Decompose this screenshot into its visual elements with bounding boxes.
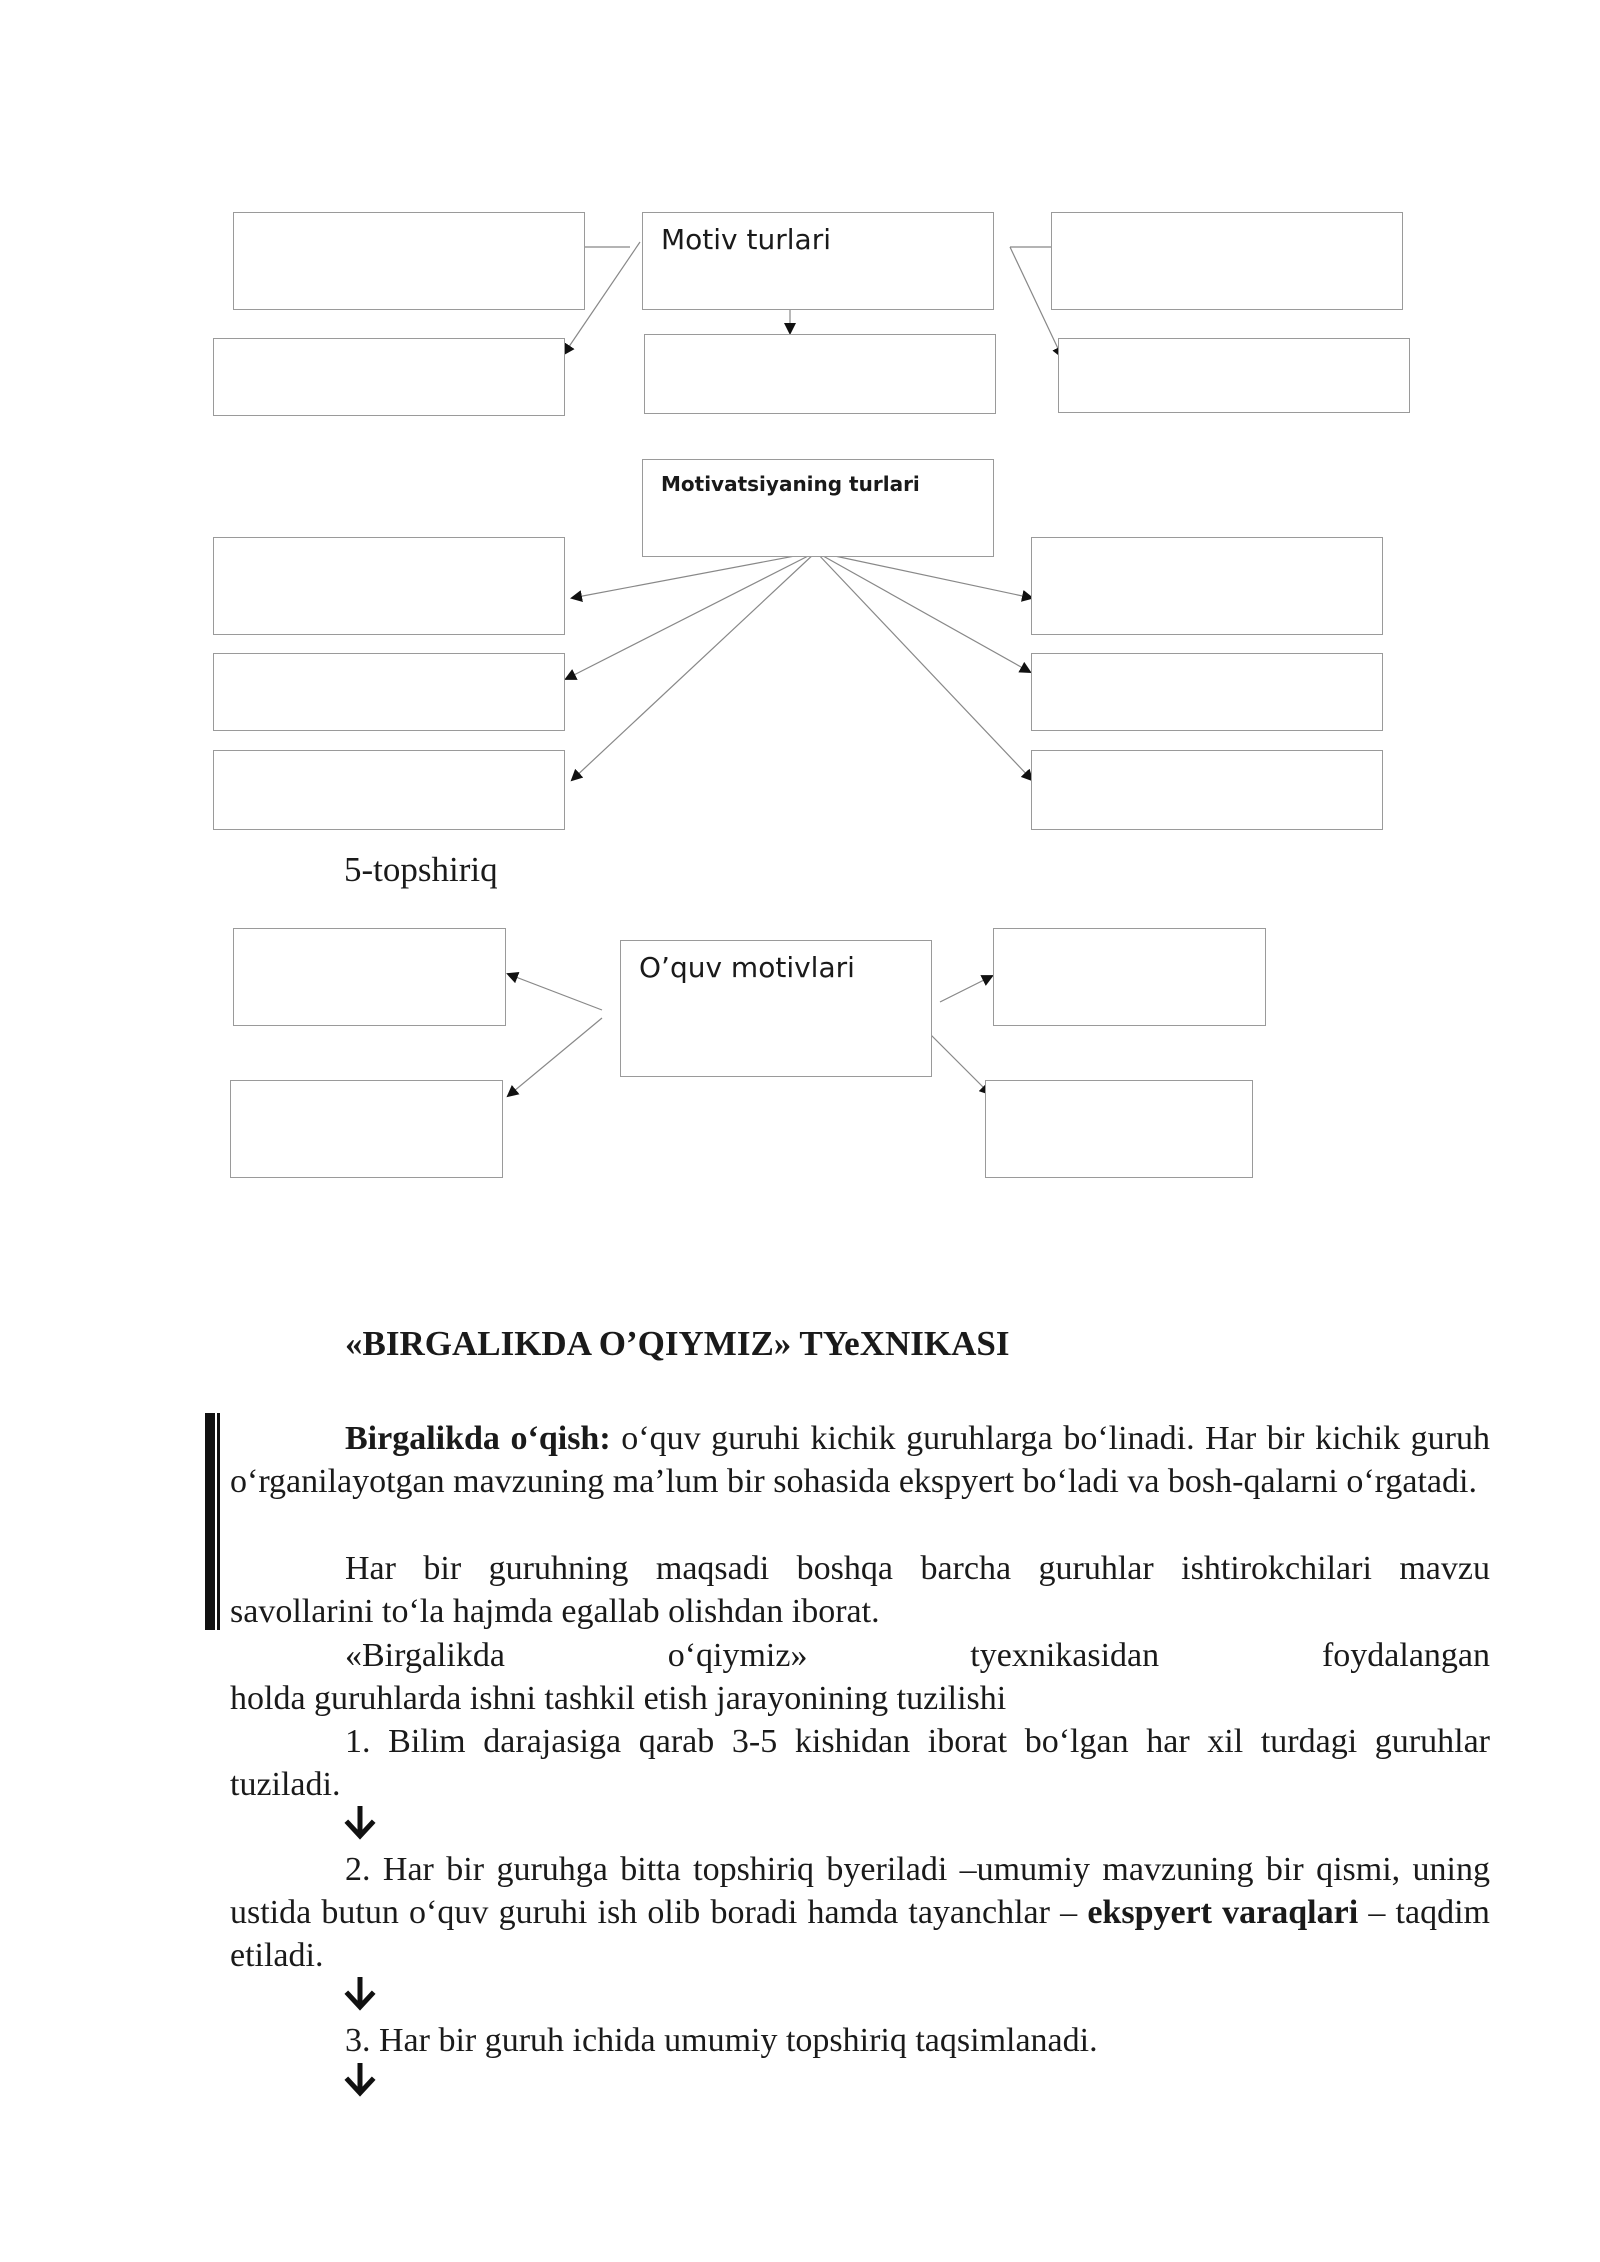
- empty-box-d3-top-right: [993, 928, 1266, 1026]
- step-3: 3. Har bir guruh ichida umumiy topshiriq taqsimlanadi.: [345, 2022, 1098, 2059]
- motivatsiyaning-turlari-box: [642, 459, 994, 557]
- paragraph-birgalikda-oqish: [230, 1417, 1490, 1503]
- word-4: foydalangan: [1321, 1637, 1490, 1674]
- spread-line: [345, 1634, 1490, 1677]
- word-2: o‘qiymiz»: [667, 1637, 808, 1674]
- empty-box-center-below: [644, 334, 996, 414]
- empty-box-right-2: [1031, 653, 1383, 731]
- paragraph-structure: [230, 1634, 1490, 1720]
- empty-box-right-1: [1031, 537, 1383, 635]
- empty-box-left-3: [213, 750, 565, 830]
- paragraph-goal: Har bir guruhning maqsadi boshqa barcha guruhlar ishtirokchilari mavzu savollarini to‘la hajmda egallab olishdan iborat.: [230, 1550, 1490, 1630]
- word-3: tyexnikasidan: [970, 1637, 1160, 1674]
- oquv-motivlari-box: [620, 940, 932, 1077]
- empty-box-left-2: [213, 653, 565, 731]
- step-1: 1. Bilim darajasiga qarab 3-5 kishidan iborat bo‘lgan har xil turdagi guruhlar tuziladi.: [230, 1723, 1490, 1803]
- section-title: «BIRGALIKDA O’QIYMIZ» TYeXNIKASI: [345, 1324, 1010, 1363]
- oquv-motivlari-label: O’quv motivlari: [639, 951, 855, 984]
- structure-line-2: holda guruhlarda ishni tashkil etish jarayonining tuzilishi: [230, 1680, 1007, 1717]
- empty-box-d3-top-left: [233, 928, 506, 1026]
- empty-box-top-left: [233, 212, 585, 310]
- empty-box-top-right: [1051, 212, 1403, 310]
- empty-box-mid-right: [1058, 338, 1410, 413]
- empty-box-right-3: [1031, 750, 1383, 830]
- step-2-text-a: 2. Har bir guruhga bitta topshiriq byeriladi –umumiy mavzuning bir qismi, uning ustida butun o‘quv guruhi ish olib boradi hamda tayanchlar –: [230, 1851, 1490, 1931]
- empty-box-left-1: [213, 537, 565, 635]
- arrow-down-icon: [343, 2063, 377, 2097]
- step-2-text-b: – taqdim etiladi.: [230, 1894, 1490, 1974]
- motiv-turlari-box: [642, 212, 994, 310]
- margin-bar-thin: [217, 1413, 220, 1630]
- empty-box-mid-left: [213, 338, 565, 416]
- motiv-turlari-label: Motiv turlari: [661, 223, 831, 256]
- term-ekspyert-varaqlari: ekspyert varaqlari: [1087, 1894, 1359, 1931]
- margin-bar: [205, 1413, 215, 1630]
- paragraph-1-text: o‘quv guruhi kichik guruhlarga bo‘linadi. Har bir kichik guruh o‘rganilayotgan mavzuning ma’lum bir sohasida ekspyert bo‘ladi va bosh-qalarni o‘rgatadi.: [230, 1420, 1490, 1500]
- word-1: «Birgalikda: [345, 1637, 505, 1674]
- task-label: 5-topshiriq: [344, 850, 498, 889]
- empty-box-d3-bottom-left: [230, 1080, 503, 1178]
- arrow-down-icon: [343, 1806, 377, 1840]
- motivatsiyaning-turlari-label: Motivatsiyaning turlari: [661, 472, 920, 496]
- arrow-down-icon: [343, 1977, 377, 2011]
- term-birgalikda-oqish: Birgalikda o‘qish:: [345, 1420, 611, 1457]
- empty-box-d3-bottom-right: [985, 1080, 1253, 1178]
- step-2: [230, 1848, 1490, 1977]
